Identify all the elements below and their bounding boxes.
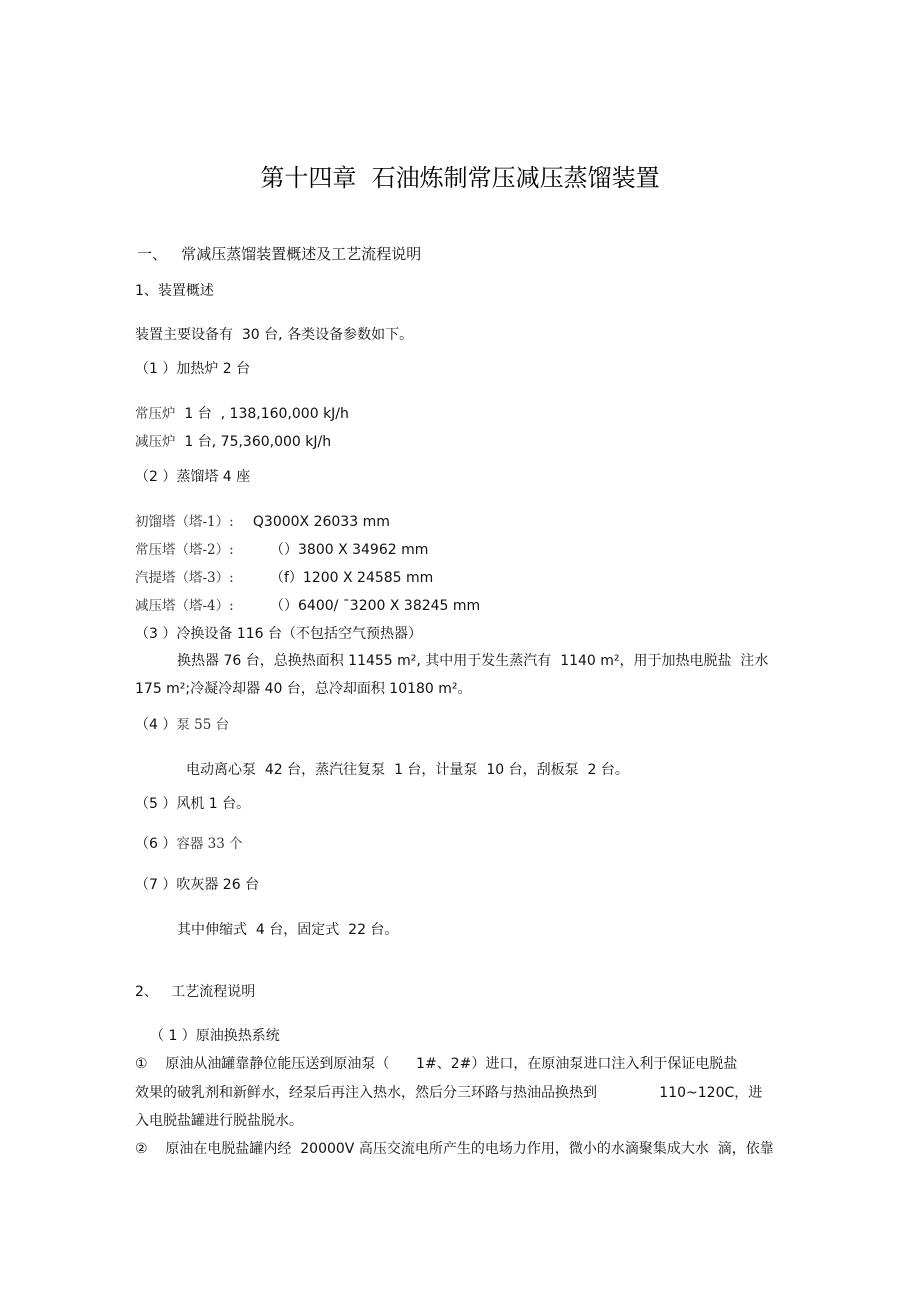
list-item-distillation-tower: （2 ）蒸馏塔 4 座 [135,469,251,485]
paragraph-line: 入电脱盐罐进行脱盐脱水。 [135,1113,303,1129]
list-item-text: 容器 33 个 [176,836,243,852]
list-item-fan: （5 ）风机 1 台。 [135,796,251,812]
intro-paragraph: 装置主要设备有 30 台, 各类设备参数如下。 [135,327,414,343]
tower-label: 常压塔（塔-2）: [135,542,234,558]
furnace-row-atmospheric [135,405,349,423]
chapter-title: 第十四章 石油炼制常压减压蒸馏装置 [260,164,660,192]
paragraph-line: ① 原油从油罐靠静位能压送到原油泵（ 1#、2#）进口，在原油泵进口注入利于保证电脱盐 [135,1056,738,1072]
list-item-soot-blower: （7 ）吹灰器 26 台 [135,877,260,893]
tower-label: 汽提塔（塔-3）: [135,570,234,586]
heat-exchange-line: 175 m²;冷凝冷却器 40 台，总冷却面积 10180 m²。 [135,681,472,697]
heat-exchange-line: 换热器 76 台，总换热面积 11455 m², 其中用于发生蒸汽有 1140 m²，用于加热电脱盐 注水 [177,653,769,669]
tower-value: （）6400/ ˉ3200 X 38245 mm [270,598,481,614]
subsection-heading-process-flow: 2、 工艺流程说明 [135,984,256,1000]
list-item-container [135,835,243,853]
list-item-pump [135,716,229,734]
subsection-heading-device-overview: 1、装置概述 [135,283,214,299]
furnace-value: 1 台 , 138,160,000 kJ/h [175,406,349,422]
pump-detail-line: 电动离心泵 42 台，蒸汽往复泵 1 台，计量泵 10 台，刮板泵 2 台。 [186,762,629,778]
paragraph-line: ② 原油在电脱盐罐内经 20000V 高压交流电所产生的电场力作用，微小的水滴聚集成大水 滴，依靠 [135,1141,774,1157]
tower-value: （）3800 X 34962 mm [270,542,429,558]
list-item-number: （4 ） [135,717,177,733]
furnace-label: 减压炉 [135,434,176,450]
paragraph-line: 效果的破乳剂和新鲜水，经泵后再注入热水，然后分三环路与热油品换热到 110~120C，进 [135,1085,763,1101]
furnace-value: 1 台, 75,360,000 kJ/h [175,434,332,450]
section-heading-overview: 一、 常减压蒸馏装置概述及工艺流程说明 [137,245,422,263]
tower-label: 初馏塔（塔-1）: [135,514,234,530]
soot-blower-detail-line: 其中伸缩式 4 台，固定式 22 台。 [177,922,399,938]
list-item-number: （6 ） [135,836,177,852]
furnace-row-vacuum [135,433,331,451]
tower-value: （f）1200 X 24585 mm [270,570,434,586]
list-item-heating-furnace: （1 ）加热炉 2 台 [135,361,251,377]
tower-label: 减压塔（塔-4）: [135,598,234,614]
list-item-text: 泵 55 台 [176,717,230,733]
process-subheading-crude-heat-exchange: （ 1 ）原油换热系统 [150,1028,280,1044]
list-item-heat-exchange: （3 ）冷换设备 116 台（不包括空气预热器） [135,626,422,642]
tower-value: Q3000X 26033 mm [244,514,390,530]
furnace-label: 常压炉 [135,406,176,422]
